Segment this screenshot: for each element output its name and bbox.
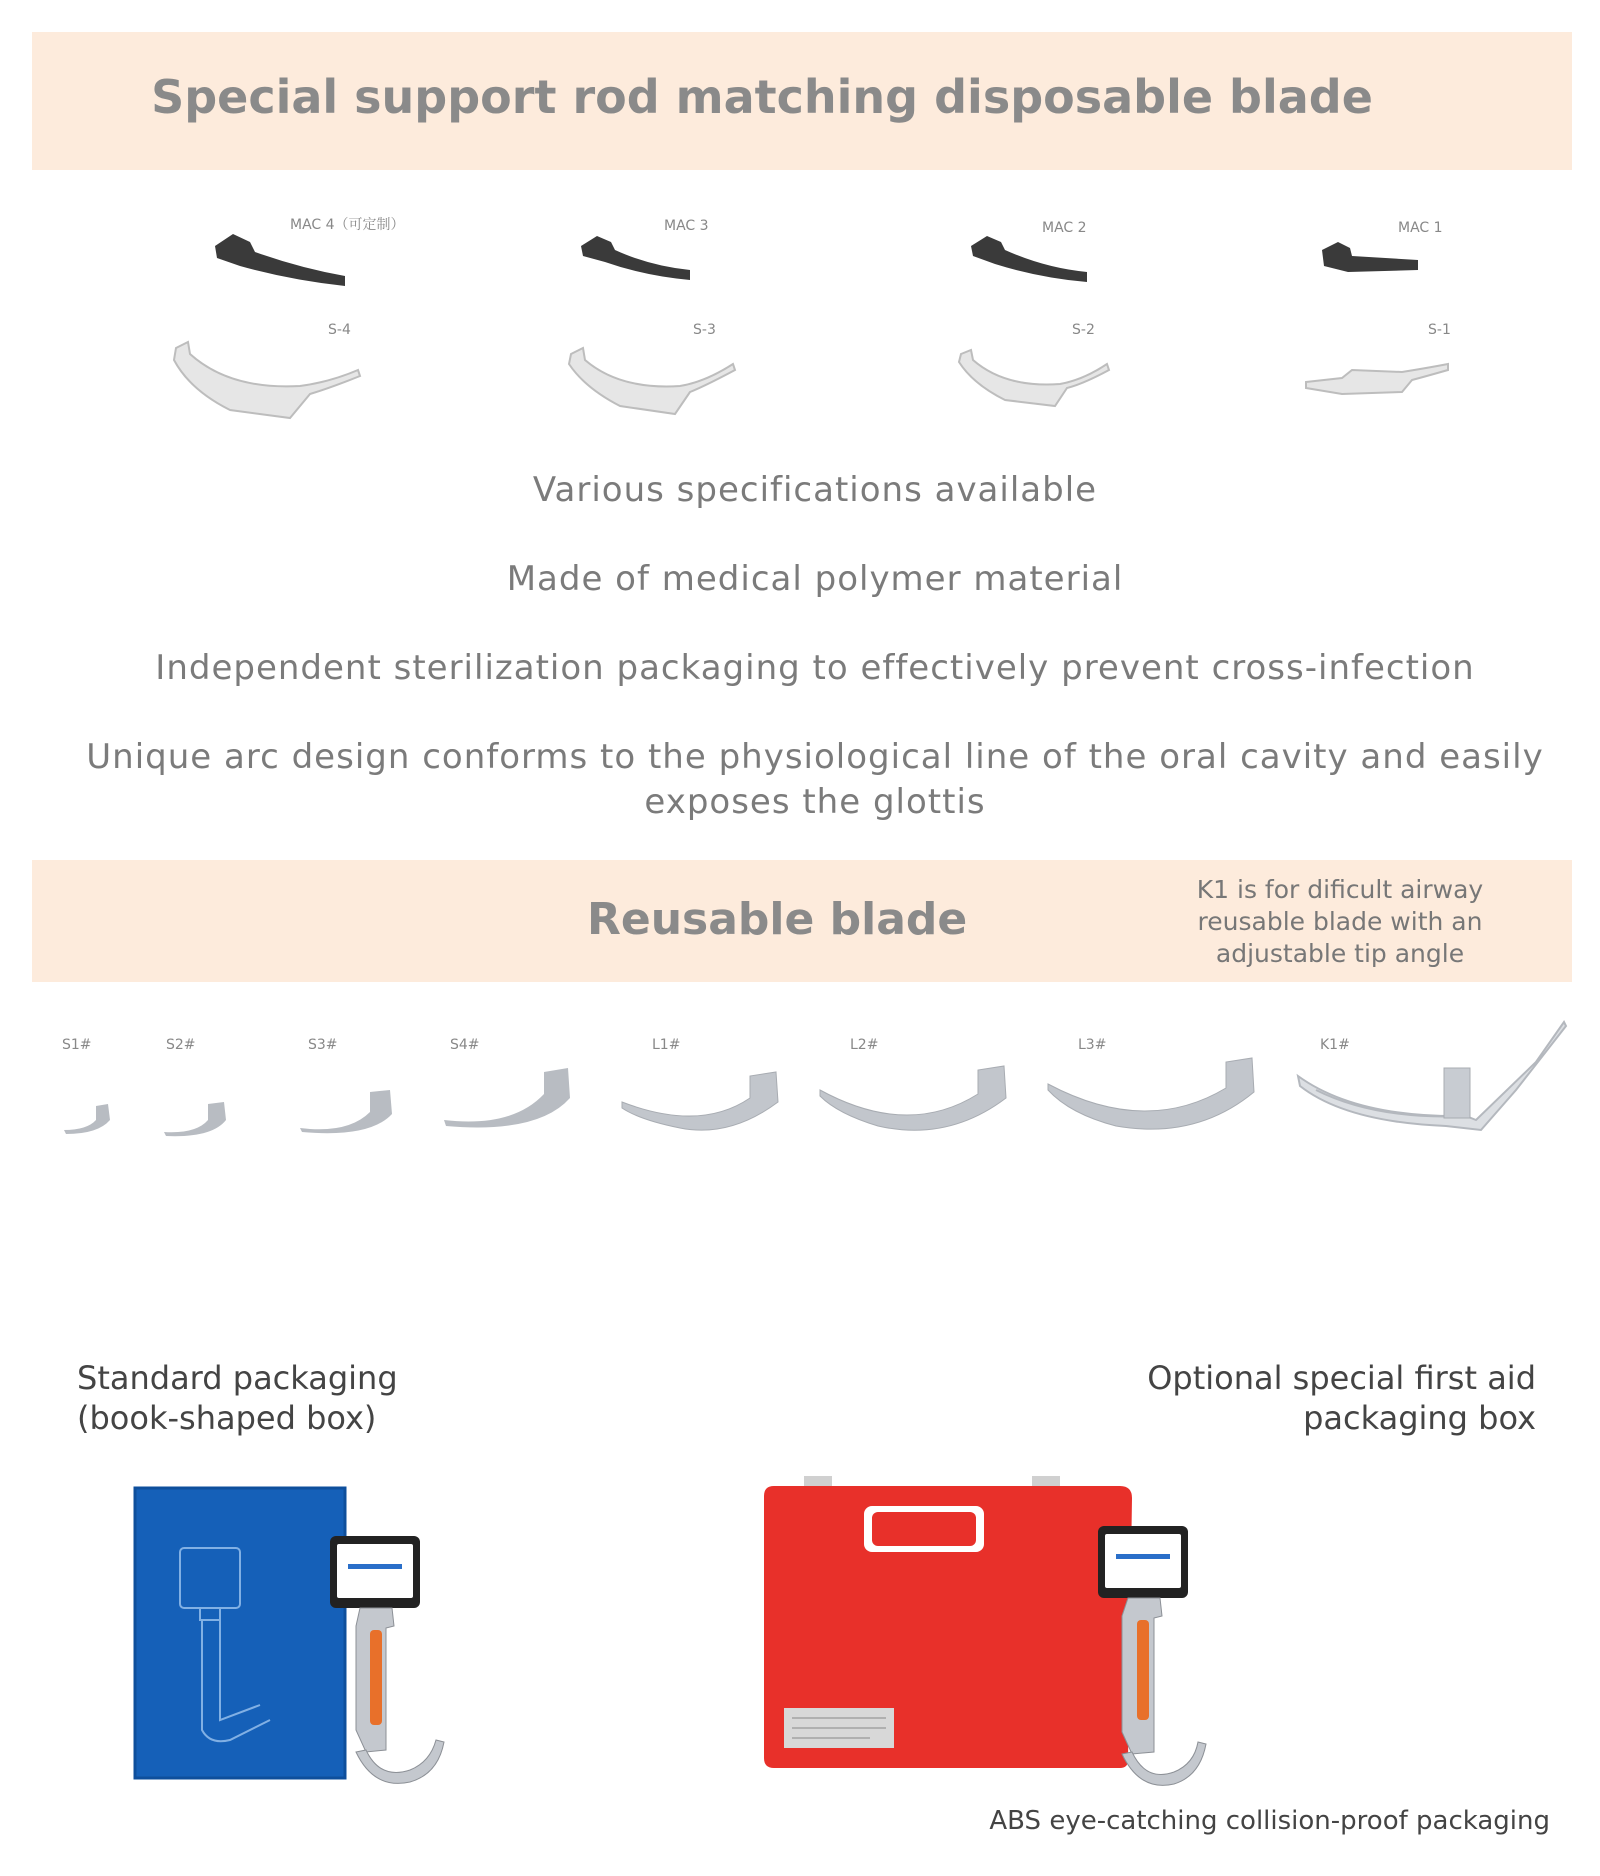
s2-blade-image (955, 348, 1115, 410)
disposable-banner (32, 32, 1572, 170)
l3-reusable-label: L3# (1078, 1037, 1107, 1053)
disposable-title: Special support rod matching disposable blade (151, 70, 1373, 124)
s3-label: S-3 (693, 322, 716, 338)
abs-packaging-caption: ABS eye-catching collision-proof packaging (989, 1806, 1550, 1836)
s1-label: S-1 (1428, 322, 1451, 338)
feature-arc-design-cont: exposes the glottis (644, 782, 986, 822)
s4-reusable-blade-image (442, 1064, 572, 1136)
s2-reusable-label: S2# (166, 1037, 196, 1053)
s4-label: S-4 (328, 322, 351, 338)
l2-reusable-label: L2# (850, 1037, 879, 1053)
standard-packaging-caption (77, 1358, 398, 1438)
s3-reusable-label: S3# (308, 1037, 338, 1053)
mac2-blade-image (965, 232, 1095, 287)
optional-packaging-line-1: Optional special first aid (1147, 1359, 1536, 1397)
mac2-label: MAC 2 (1042, 220, 1087, 236)
feature-specifications: Various specifications available (532, 470, 1098, 510)
feature-material: Made of medical polymer material (506, 559, 1124, 599)
standard-packaging-line-2: (book-shaped box) (77, 1399, 377, 1437)
l3-reusable-blade-image (1046, 1056, 1256, 1136)
standard-packaging-line-1: Standard packaging (77, 1359, 398, 1397)
k1-note-line-2: reusable blade with an (1197, 907, 1483, 936)
k1-note-line-3: adjustable tip angle (1215, 939, 1465, 968)
k1-reusable-blade-image (1296, 1020, 1566, 1140)
k1-note (1160, 874, 1520, 970)
s4-blade-image (170, 340, 365, 425)
s3-blade-image (565, 346, 740, 418)
mac1-label: MAC 1 (1398, 220, 1443, 236)
l1-reusable-blade-image (620, 1068, 780, 1134)
mac3-blade-image (575, 232, 695, 287)
feature-sterilization: Independent sterilization packaging to effectively prevent cross-infection (155, 648, 1475, 688)
optional-packaging-line-2: packaging box (1303, 1399, 1536, 1437)
s1-reusable-blade-image (62, 1100, 114, 1136)
s1-blade-image (1302, 360, 1452, 400)
s1-reusable-label: S1# (62, 1037, 92, 1053)
feature-arc-design: Unique arc design conforms to the physiological line of the oral cavity and easily (86, 737, 1544, 777)
l1-reusable-label: L1# (652, 1037, 681, 1053)
mac3-label: MAC 3 (664, 218, 709, 234)
reusable-banner (32, 860, 1572, 982)
s2-reusable-blade-image (162, 1098, 228, 1140)
mac1-blade-image (1318, 240, 1428, 282)
book-shaped-box-image (130, 1480, 460, 1800)
s3-reusable-blade-image (298, 1084, 394, 1140)
s2-label: S-2 (1072, 322, 1095, 338)
l2-reusable-blade-image (818, 1064, 1008, 1136)
optional-packaging-caption (1147, 1358, 1536, 1438)
k1-reusable-label: K1# (1320, 1037, 1350, 1053)
mac4-label: MAC 4（可定制） (290, 217, 405, 233)
mac4-blade-image (205, 228, 355, 293)
s4-reusable-label: S4# (450, 1037, 480, 1053)
k1-note-line-1: K1 is for dificult airway (1196, 875, 1484, 904)
reusable-title: Reusable blade (587, 894, 968, 945)
first-aid-case-image (760, 1476, 1240, 1806)
